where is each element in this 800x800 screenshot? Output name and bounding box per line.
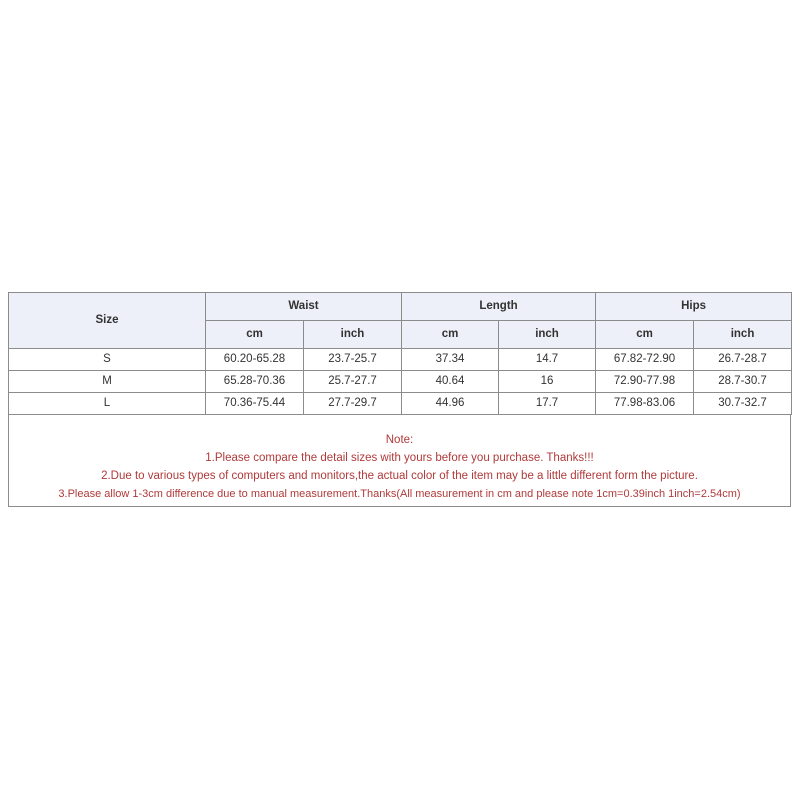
hips-cm-cell: 72.90-77.98 [596, 371, 694, 393]
length-inch-header: inch [499, 321, 596, 349]
length-inch-cell: 14.7 [499, 349, 596, 371]
table-row [9, 349, 792, 371]
length-cm-cell: 44.96 [402, 393, 499, 415]
length-header: Length [402, 293, 596, 321]
note-line-2: 2.Due to various types of computers and monitors,the actual color of the item may be a little different form the picture. [101, 470, 698, 482]
length-cm-cell: 37.34 [402, 349, 499, 371]
size-cell: M [9, 371, 206, 393]
header-row-groups [9, 293, 792, 321]
note-line-1: 1.Please compare the detail sizes with yours before you purchase. Thanks!!! [205, 452, 594, 464]
size-cell: L [9, 393, 206, 415]
hips-cm-header: cm [596, 321, 694, 349]
hips-cm-cell: 67.82-72.90 [596, 349, 694, 371]
size-table [8, 292, 792, 415]
waist-inch-cell: 23.7-25.7 [304, 349, 402, 371]
waist-cm-cell: 70.36-75.44 [206, 393, 304, 415]
length-cm-header: cm [402, 321, 499, 349]
size-chart [8, 292, 791, 507]
hips-cm-cell: 77.98-83.06 [596, 393, 694, 415]
length-inch-cell: 16 [499, 371, 596, 393]
table-row [9, 393, 792, 415]
hips-header: Hips [596, 293, 792, 321]
hips-inch-header: inch [694, 321, 792, 349]
length-inch-cell: 17.7 [499, 393, 596, 415]
size-cell: S [9, 349, 206, 371]
waist-inch-cell: 27.7-29.7 [304, 393, 402, 415]
waist-cm-cell: 60.20-65.28 [206, 349, 304, 371]
note-line-3: 3.Please allow 1-3cm difference due to manual measurement.Thanks(All measurement in cm and please note 1cm=0.39inch 1inch=2.54cm) [58, 488, 741, 500]
waist-header: Waist [206, 293, 402, 321]
hips-inch-cell: 28.7-30.7 [694, 371, 792, 393]
table-row [9, 371, 792, 393]
waist-inch-header: inch [304, 321, 402, 349]
notes-box [8, 415, 791, 507]
length-cm-cell: 40.64 [402, 371, 499, 393]
waist-cm-cell: 65.28-70.36 [206, 371, 304, 393]
waist-inch-cell: 25.7-27.7 [304, 371, 402, 393]
hips-inch-cell: 30.7-32.7 [694, 393, 792, 415]
waist-cm-header: cm [206, 321, 304, 349]
size-header: Size [9, 293, 206, 349]
hips-inch-cell: 26.7-28.7 [694, 349, 792, 371]
note-title: Note: [385, 434, 414, 446]
